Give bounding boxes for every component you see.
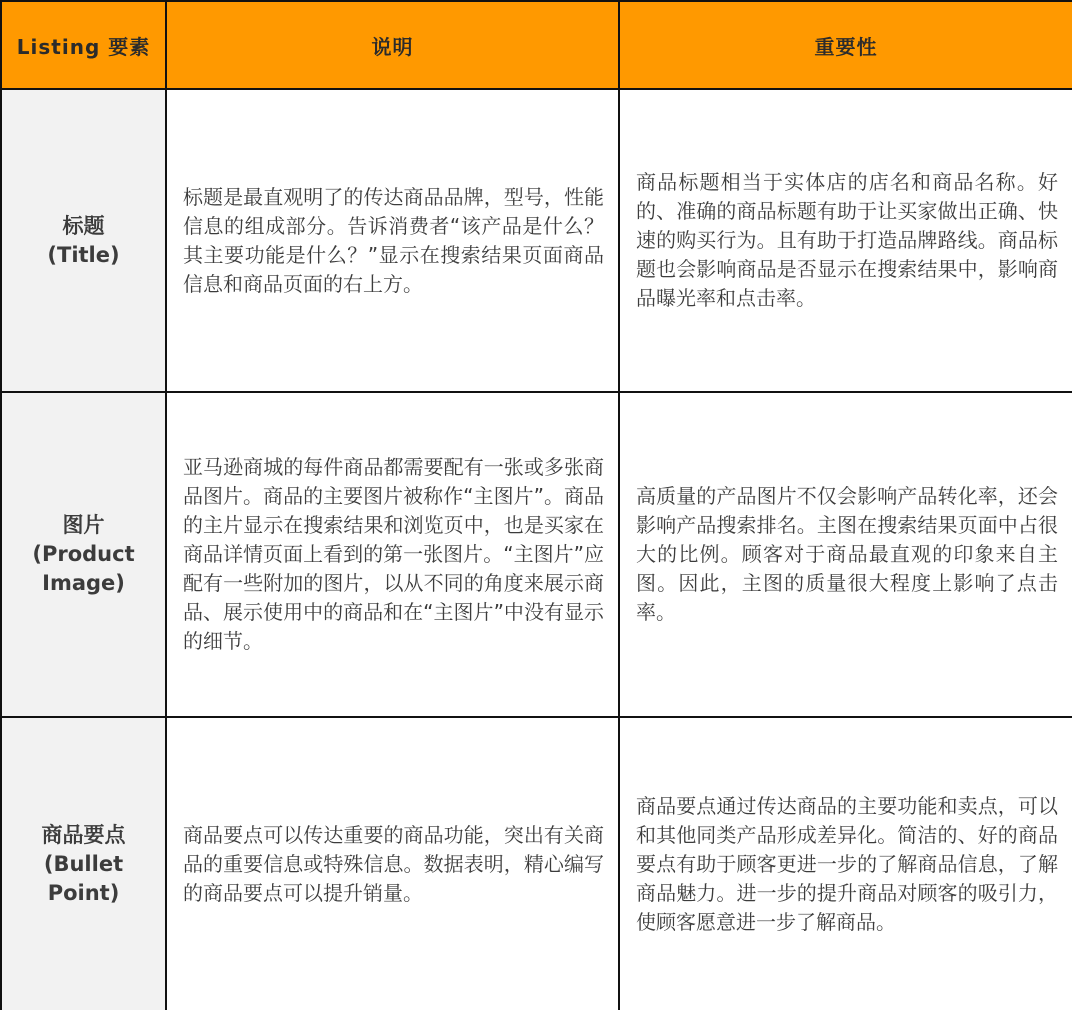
element-name-cn: 图片 [62, 513, 105, 537]
element-cell-bullet-point [1, 717, 166, 1010]
table-row [1, 89, 1072, 392]
element-name-en: (Title) [47, 242, 120, 267]
element-cell-image [1, 392, 166, 717]
header-importance: 重要性 [619, 1, 1072, 89]
element-name-en: (Bullet Point) [43, 851, 124, 905]
table-row [1, 392, 1072, 717]
element-name-cn: 商品要点 [41, 822, 126, 847]
description-cell: 商品要点可以传达重要的商品功能，突出有关商品的重要信息或特殊信息。数据表明，精心编写的商品要点可以提升销量。 [166, 717, 619, 1010]
importance-cell: 商品要点通过传达商品的主要功能和卖点，可以和其他同类产品形成差异化。简洁的、好的商品要点有助于顾客更进一步的了解商品信息，了解商品魅力。进一步的提升商品对顾客的吸引力，使顾客愿意进一步了解商品。 [619, 717, 1072, 1010]
importance-cell: 商品标题相当于实体店的店名和商品名称。好的、准确的商品标题有助于让买家做出正确、快速的购买行为。且有助于打造品牌路线。商品标题也会影响商品是否显示在搜索结果中，影响商品曝光率和点击率。 [619, 89, 1072, 392]
description-cell: 亚马逊商城的每件商品都需要配有一张或多张商品图片。商品的主要图片被称作“主图片”。商品的主片显示在搜索结果和浏览页中，也是买家在商品详情页面上看到的第一张图片。“主图片”应配有一些附加的图片，以从不同的角度来展示商品、展示使用中的商品和在“主图片”中没有显示的细节。 [166, 392, 619, 717]
table-row [1, 717, 1072, 1010]
element-cell-title [1, 89, 166, 392]
header-description: 说明 [166, 1, 619, 89]
table-header-row [1, 1, 1072, 89]
element-name-en: (Product Image) [32, 542, 135, 595]
importance-cell: 高质量的产品图片不仅会影响产品转化率，还会影响产品搜索排名。主图在搜索结果页面中占很大的比例。顾客对于商品最直观的印象来自主图。因此，主图的质量很大程度上影响了点击率。 [619, 392, 1072, 717]
description-cell: 标题是最直观明了的传达商品品牌，型号，性能信息的组成部分。告诉消费者“该产品是什么？其主要功能是什么？”显示在搜索结果页面商品信息和商品页面的右上方。 [166, 89, 619, 392]
element-name-cn: 标题 [62, 213, 105, 238]
header-listing-element: Listing 要素 [1, 1, 166, 89]
